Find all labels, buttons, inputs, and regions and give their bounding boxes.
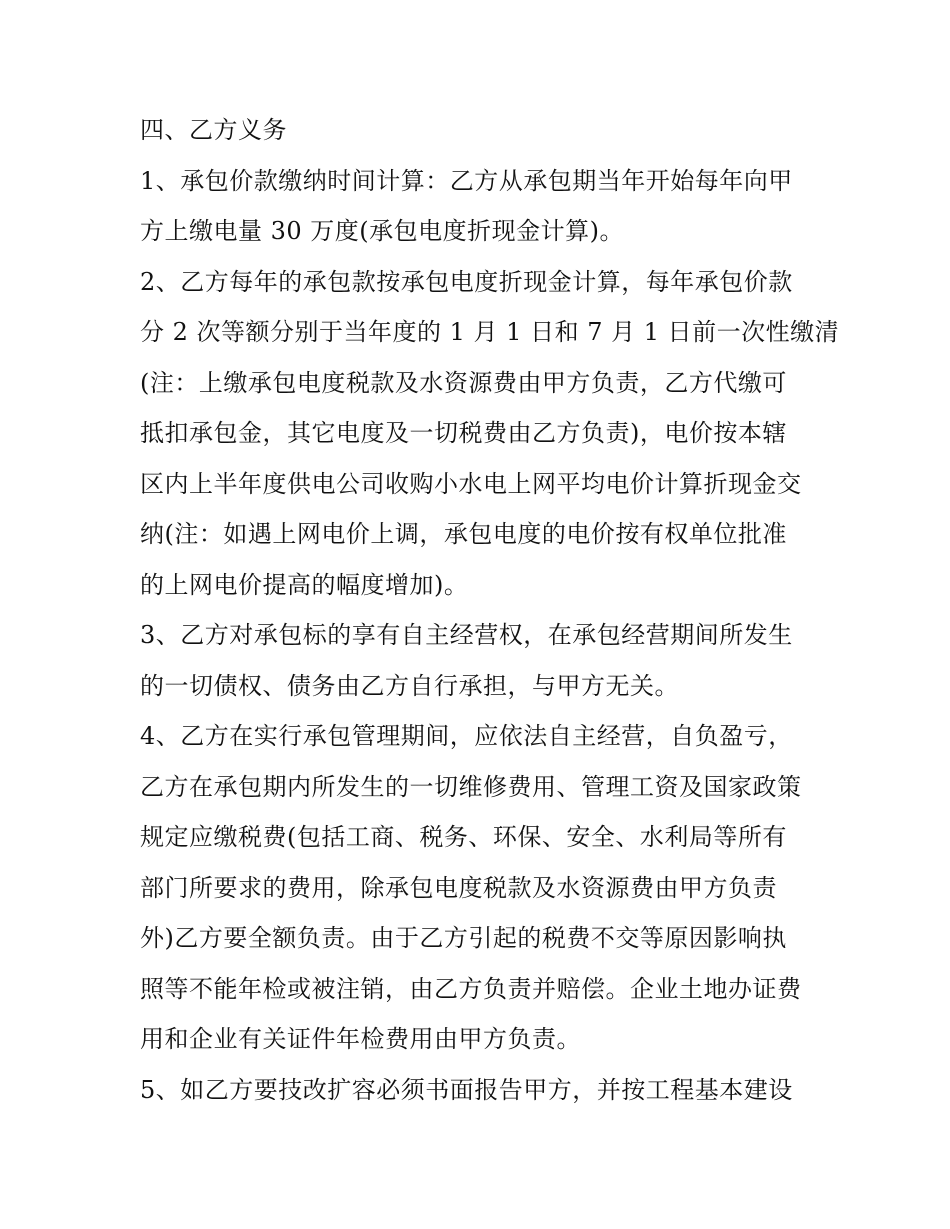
text-line: 1、承包价款缴纳时间计算：乙方从承包期当年开始每年向甲: [140, 167, 793, 195]
text-line: 用和企业有关证件年检费用由甲方负责。: [140, 1025, 581, 1053]
text-line: (注：上缴承包电度税款及水资源费由甲方负责，乙方代缴可: [140, 369, 787, 397]
text-line: 照等不能年检或被注销，由乙方负责并赔偿。企业土地办证费: [140, 975, 802, 1003]
text-line: 的上网电价提高的幅度增加)。: [140, 571, 469, 599]
text-line: 规定应缴税费(包括工商、税务、环保、安全、水利局等所有: [140, 823, 787, 851]
text-line: 外)乙方要全额负责。由于乙方引起的税费不交等原因影响执: [140, 924, 787, 952]
text-line: 纳(注：如遇上网电价上调，承包电度的电价按有权单位批准: [140, 520, 787, 548]
text-line: 抵扣承包金，其它电度及一切税费由乙方负责)，电价按本辖: [140, 419, 787, 447]
text-line: 乙方在承包期内所发生的一切维修费用、管理工资及国家政策: [140, 773, 802, 801]
text-line: 3、乙方对承包标的享有自主经营权，在承包经营期间所发生: [140, 621, 793, 649]
text-line: 2、乙方每年的承包款按承包电度折现金计算，每年承包价款: [140, 268, 793, 296]
text-line: 5、如乙方要技改扩容必须书面报告甲方，并按工程基本建设: [140, 1076, 793, 1104]
text-line: 方上缴电量 30 万度(承包电度折现金计算)。: [140, 217, 625, 245]
text-line: 区内上半年度供电公司收购小水电上网平均电价计算折现金交: [140, 470, 802, 498]
section-heading: 四、乙方义务: [140, 116, 287, 144]
text-line: 4、乙方在实行承包管理期间，应依法自主经营，自负盈亏，: [140, 722, 793, 750]
text-line: 的一切债权、债务由乙方自行承担，与甲方无关。: [140, 672, 679, 700]
text-line: 部门所要求的费用，除承包电度税款及水资源费由甲方负责: [140, 874, 777, 902]
text-line: 分 2 次等额分别于当年度的 1 月 1 日和 7 月 1 日前一次性缴清: [140, 318, 840, 346]
